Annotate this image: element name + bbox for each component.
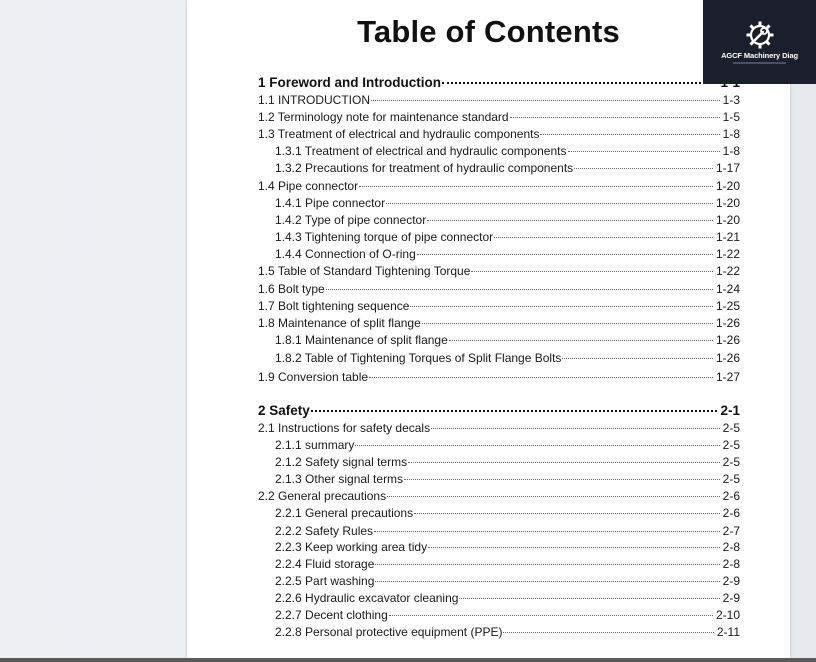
toc-entry-row[interactable] [258, 540, 740, 554]
toc-entry-label: 2.2 General precautions [258, 489, 387, 503]
toc-entry-label: 1.8.2 Table of Tightening Torques of Split Flange Bolts [275, 351, 562, 365]
document-page [187, 0, 790, 658]
toc-page-number: 1-5 [722, 110, 740, 124]
toc-entry-label: 2.2.5 Part washing [275, 574, 375, 588]
toc-entry-row[interactable] [258, 264, 740, 278]
toc-page-number: 2-10 [715, 608, 740, 622]
toc-page-number: 1-22 [715, 264, 740, 278]
toc-entry-label: 2.2.7 Decent clothing [275, 608, 388, 622]
toc-page-number: 2-9 [722, 574, 740, 588]
toc-entry-row[interactable] [258, 282, 740, 296]
toc-page-number: 1-8 [722, 144, 740, 158]
toc-page-number: 1-17 [715, 161, 740, 175]
toc-entry-label: 2.2.2 Safety Rules [275, 524, 374, 538]
toc-entry-row[interactable] [258, 247, 740, 261]
toc-dot-leader [389, 615, 713, 616]
toc-entry-label: 1.2 Terminology note for maintenance standard [258, 110, 509, 124]
toc-entry-row[interactable] [258, 213, 740, 227]
toc-entry-label: 1.8.1 Maintenance of split flange [275, 333, 448, 347]
toc-dot-leader [311, 410, 718, 412]
toc-page-number: 1-8 [722, 127, 740, 141]
toc-entry-label: 2 Safety [258, 403, 310, 418]
toc-entry-row[interactable] [258, 179, 740, 193]
logo-brand-text: AGCF Machinery Diag [721, 51, 798, 60]
toc-dot-leader [503, 632, 713, 633]
toc-dot-leader [427, 220, 713, 221]
toc-page-number: 2-5 [722, 421, 740, 435]
toc-page-number: 2-1 [720, 403, 740, 418]
toc-dot-leader [540, 134, 719, 135]
toc-entry-label: 1.6 Bolt type [258, 282, 325, 296]
toc-entry-row[interactable] [258, 421, 740, 435]
toc-entry-label: 2.1.1 summary [275, 438, 355, 452]
toc-entry-label: 2.1.3 Other signal terms [275, 472, 404, 486]
toc-page-number: 2-7 [722, 524, 740, 538]
toc-dot-leader [371, 100, 720, 101]
toc-entry-label: 2.2.4 Fluid storage [275, 557, 375, 571]
toc-page-number: 2-6 [722, 506, 740, 520]
toc-page-number: 2-5 [722, 472, 740, 486]
toc-page-number: 1-25 [715, 299, 740, 313]
toc-entry-label: 1.1 INTRODUCTION [258, 93, 371, 107]
toc-page-number: 1-3 [722, 93, 740, 107]
toc-dot-leader [410, 306, 713, 307]
toc-entry-row[interactable] [258, 93, 740, 107]
toc-entry-row[interactable] [258, 144, 740, 158]
toc-dot-leader [568, 151, 720, 152]
toc-page-number: 2-8 [722, 557, 740, 571]
toc-entry-label: 2.2.1 General precautions [275, 506, 414, 520]
toc-entry-label: 2.2.6 Hydraulic excavator cleaning [275, 591, 459, 605]
toc-entry-label: 1.4.4 Connection of O-ring [275, 247, 416, 261]
watermark-logo [703, 0, 816, 84]
toc-dot-leader [374, 531, 720, 532]
toc-entry-row[interactable] [258, 625, 740, 639]
toc-page-number: 1-20 [715, 179, 740, 193]
toc-page-number: 2-5 [722, 438, 740, 452]
toc-entry-label: 1.4 Pipe connector [258, 179, 359, 193]
toc-dot-leader [408, 462, 720, 463]
toc-dot-leader [510, 117, 720, 118]
toc-page-number: 1-27 [715, 370, 740, 384]
toc-entry-label: 2.1.2 Safety signal terms [275, 455, 408, 469]
toc-page-number: 2-6 [722, 489, 740, 503]
toc-dot-leader [431, 428, 720, 429]
toc-entry-label: 2.2.8 Personal protective equipment (PPE) [275, 625, 503, 639]
page-title: Table of Contents [357, 14, 620, 49]
toc-dot-leader [359, 186, 713, 187]
toc-dot-leader [442, 82, 717, 84]
toc-entry-row[interactable] [258, 230, 740, 244]
toc-dot-leader [387, 496, 720, 497]
toc-entry-row[interactable] [258, 472, 740, 486]
toc-page-number: 2-8 [722, 540, 740, 554]
toc-entry-label: 1.3.2 Precautions for treatment of hydraulic components [275, 161, 574, 175]
gear-wrench-icon [745, 20, 775, 50]
toc-entry-row[interactable] [258, 127, 740, 141]
toc-entry-label: 2.1 Instructions for safety decals [258, 421, 431, 435]
toc-entry-row[interactable] [258, 161, 740, 175]
toc-entry-row[interactable] [258, 316, 740, 330]
toc-entry-row[interactable] [258, 574, 740, 588]
toc-page-number: 2-5 [722, 455, 740, 469]
toc-entry-row[interactable] [258, 351, 740, 365]
toc-entry-row[interactable] [258, 608, 740, 622]
toc-entry-label: 1.9 Conversion table [258, 370, 369, 384]
toc-dot-leader [375, 564, 719, 565]
toc-entry-label: 1.3 Treatment of electrical and hydraulic components [258, 127, 540, 141]
toc-dot-leader [355, 445, 719, 446]
toc-entry-row[interactable] [258, 333, 740, 347]
toc-page-number: 1-24 [715, 282, 740, 296]
toc-dot-leader [574, 168, 713, 169]
toc-dot-leader [471, 271, 713, 272]
toc-entry-label: 2.2.3 Keep working area tidy [275, 540, 428, 554]
toc-dot-leader [459, 598, 719, 599]
toc-entry-row[interactable] [258, 299, 740, 313]
logo-underline [733, 62, 786, 64]
toc-entry-row[interactable] [258, 506, 740, 520]
toc-entry-label: 1.4.2 Type of pipe connector [275, 213, 427, 227]
toc-entry-row[interactable] [258, 196, 740, 210]
toc-page-number: 1-20 [715, 213, 740, 227]
toc-dot-leader [562, 358, 713, 359]
toc-page-number: 1-21 [715, 230, 740, 244]
toc-entry-row[interactable] [258, 591, 740, 605]
toc-entry-label: 1.7 Bolt tightening sequence [258, 299, 410, 313]
toc-entry-label: 1.3.1 Treatment of electrical and hydraulic components [275, 144, 567, 158]
toc-entry-row[interactable] [258, 524, 740, 538]
toc-page-number: 1-26 [715, 333, 740, 347]
toc-dot-leader [494, 237, 713, 238]
toc-entry-label: 1.4.1 Pipe connector [275, 196, 386, 210]
toc-dot-leader [369, 377, 713, 378]
toc-page-number: 2-9 [722, 591, 740, 605]
toc-page-number: 1-26 [715, 351, 740, 365]
toc-entry-label: 1.8 Maintenance of split flange [258, 316, 421, 330]
toc-entry-row[interactable] [258, 438, 740, 452]
toc-dot-leader [422, 323, 713, 324]
toc-entry-row[interactable] [258, 455, 740, 469]
toc-dot-leader [449, 340, 713, 341]
toc-entry-label: 1.5 Table of Standard Tightening Torque [258, 264, 471, 278]
toc-entry-label: 1.4.3 Tightening torque of pipe connector [275, 230, 494, 244]
toc-page-number: 1-20 [715, 196, 740, 210]
toc-dot-leader [414, 513, 720, 514]
toc-dot-leader [386, 203, 713, 204]
toc-entry-row[interactable] [258, 489, 740, 503]
toc-entry-row[interactable] [258, 557, 740, 571]
toc-entry-row[interactable] [258, 370, 740, 384]
toc-entry-label: 1 Foreword and Introduction [258, 75, 441, 90]
toc-chapter-row[interactable] [258, 403, 740, 418]
toc-dot-leader [404, 479, 720, 480]
viewer-bottom-bar [0, 658, 816, 662]
toc-dot-leader [375, 581, 719, 582]
toc-page-number: 1-22 [715, 247, 740, 261]
toc-page-number: 1-26 [715, 316, 740, 330]
toc-dot-leader [428, 547, 720, 548]
toc-entry-row[interactable] [258, 110, 740, 124]
toc-chapter-row[interactable] [258, 75, 740, 90]
toc-page-number: 2-11 [716, 625, 740, 639]
toc-dot-leader [417, 254, 713, 255]
toc-dot-leader [326, 289, 713, 290]
